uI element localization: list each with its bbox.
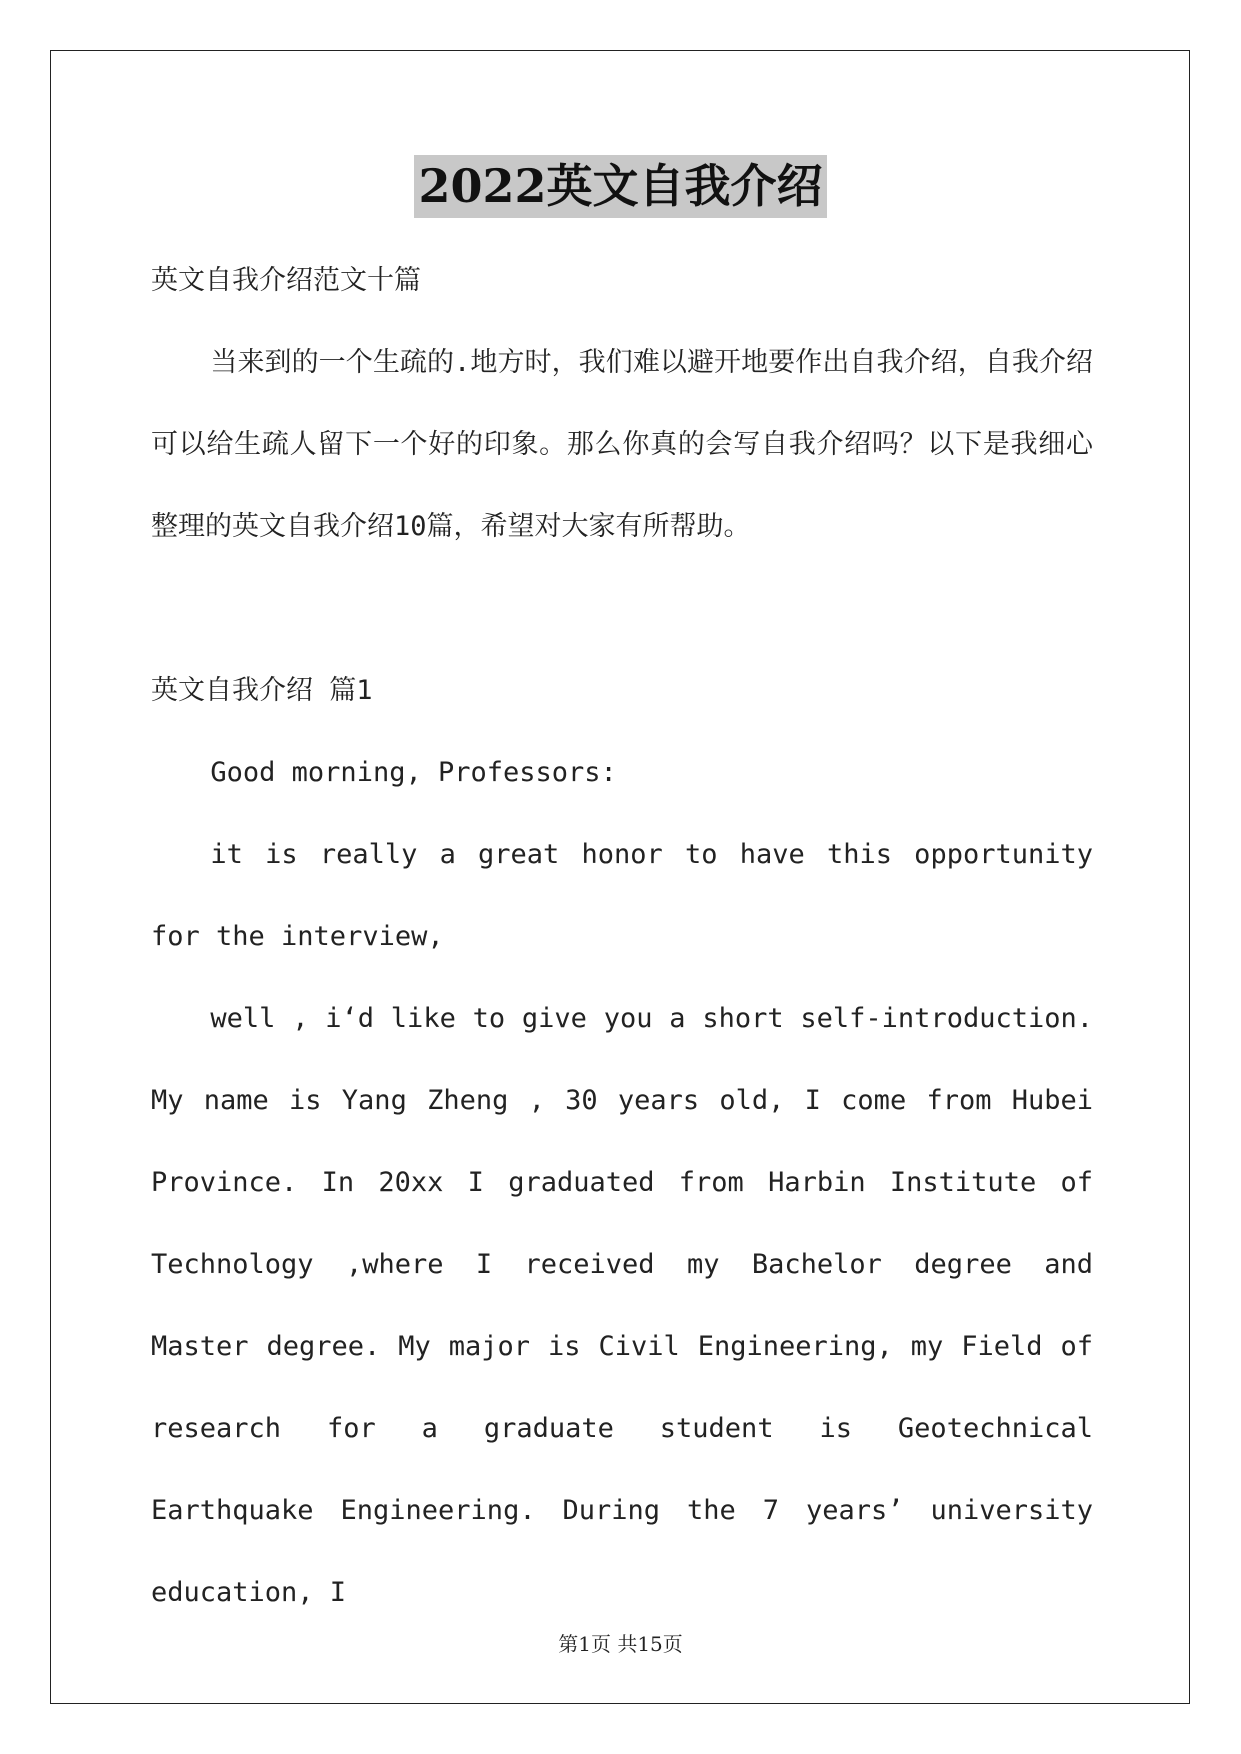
greeting-line: Good morning, Professors:	[210, 757, 617, 788]
document-title-wrapper	[0, 155, 1241, 218]
body-paragraph-2: well , i‘d like to give you a short self-introduction. My name is Yang Zheng , 30 years old, I come from Hubei Province. In 20xx I graduated from Harbin Institute of Technology ,where I received my Bachelor degree and Master degree. My major is Civil Engineering, my Field of research for a graduate student is Geotechnical Earthquake Engineering. During the 7 years’ university education, I	[151, 1003, 1093, 1608]
page-number-footer: 第1页 共15页	[558, 1632, 683, 1656]
document-subtitle: 英文自我介绍范文十篇	[151, 265, 421, 296]
section-heading: 英文自我介绍 篇1	[151, 675, 373, 706]
body-paragraph-1: it is really a great honor to have this opportunity for the interview,	[151, 839, 1093, 952]
document-title: 2022英文自我介绍	[414, 155, 826, 218]
document-body	[151, 240, 1093, 1634]
intro-paragraph: 当来到的一个生疏的.地方时，我们难以避开地要作出自我介绍，自我介绍可以给生疏人留下一个好的印象。那么你真的会写自我介绍吗？以下是我细心整理的英文自我介绍10篇，希望对大家有所帮助。	[151, 347, 1093, 542]
